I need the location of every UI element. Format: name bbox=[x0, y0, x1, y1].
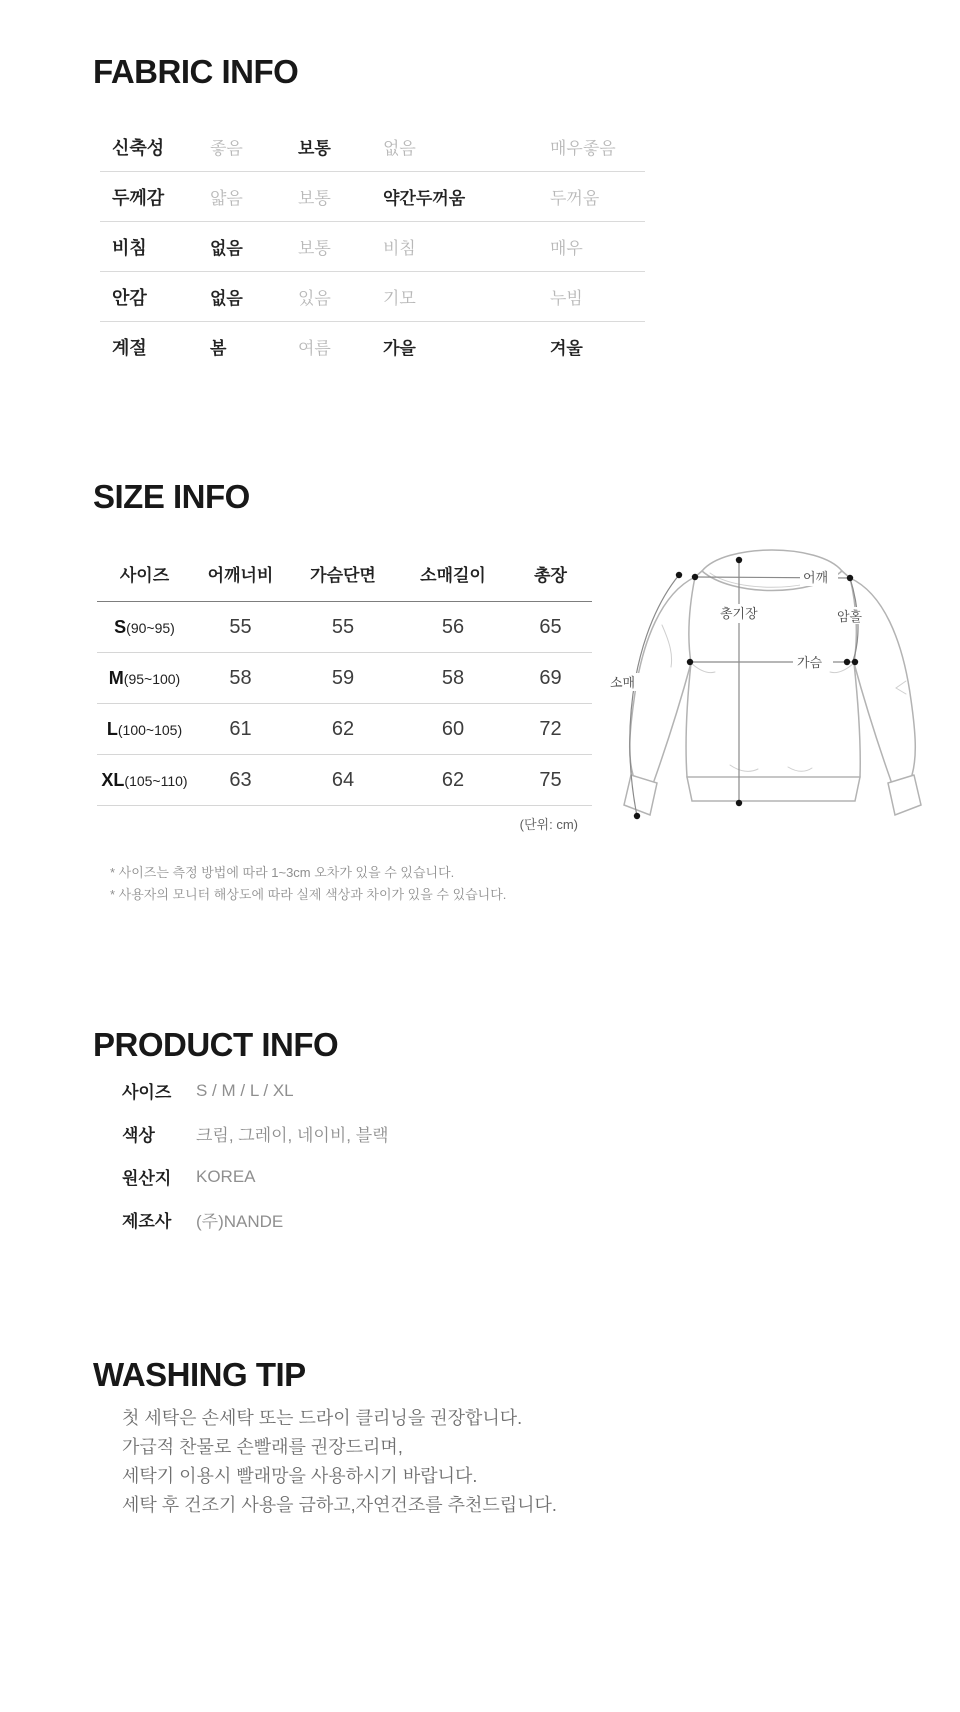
product-row-value: KOREA bbox=[196, 1166, 256, 1186]
fabric-option: 약간두꺼움 bbox=[383, 189, 466, 208]
fabric-option: 기모 bbox=[383, 289, 416, 308]
product-row-value: S / M / L / XL bbox=[196, 1080, 294, 1100]
fabric-option: 있음 bbox=[298, 289, 331, 308]
fabric-row-label: 비침 bbox=[112, 237, 147, 258]
fabric-option: 없음 bbox=[210, 239, 243, 258]
size-value: 62 bbox=[441, 768, 465, 791]
fabric-option: 여름 bbox=[298, 339, 331, 358]
size-row-s bbox=[97, 602, 592, 653]
washing-line: 가급적 찬물로 손빨래를 권장드리며, bbox=[122, 1437, 403, 1457]
fabric-option: 봄 bbox=[210, 339, 227, 358]
fabric-option: 매우 bbox=[550, 239, 583, 258]
size-value: 60 bbox=[441, 717, 465, 740]
size-info-title: SIZE INFO bbox=[93, 478, 250, 516]
size-table bbox=[97, 545, 592, 833]
product-row-color bbox=[122, 1112, 389, 1155]
size-row-m bbox=[97, 653, 592, 704]
note-line: * 사용자의 모니터 해상도에 따라 실제 색상과 차이가 있을 수 있습니다. bbox=[110, 887, 507, 902]
washing-tip-title: WASHING TIP bbox=[93, 1356, 306, 1394]
fabric-row-label: 두께감 bbox=[112, 187, 165, 208]
size-range: (105~110) bbox=[124, 772, 188, 789]
product-row-label: 색상 bbox=[122, 1126, 155, 1145]
size-row-xl bbox=[97, 755, 592, 806]
size-col-header: 총장 bbox=[534, 565, 567, 585]
sleeve-label: 소매 bbox=[610, 675, 636, 690]
size-col-header: 가슴단면 bbox=[310, 565, 376, 585]
armhole-label: 암홀 bbox=[837, 609, 863, 624]
fabric-row-lining bbox=[100, 272, 645, 322]
size-letter: S bbox=[114, 616, 127, 637]
fabric-option: 가을 bbox=[383, 339, 416, 358]
fabric-row-label: 안감 bbox=[112, 287, 147, 308]
fabric-option: 겨울 bbox=[550, 339, 583, 358]
chest-label: 가슴 bbox=[797, 655, 823, 670]
fabric-option: 매우좋음 bbox=[550, 139, 616, 158]
product-info-list bbox=[122, 1069, 389, 1241]
shoulder-label: 어깨 bbox=[803, 570, 829, 585]
size-row-l bbox=[97, 704, 592, 755]
fabric-option: 보통 bbox=[298, 239, 331, 258]
fabric-info-table bbox=[100, 122, 645, 371]
size-row-label bbox=[97, 769, 192, 792]
size-row-label bbox=[97, 667, 192, 690]
product-row-value: 크림, 그레이, 네이비, 블랙 bbox=[196, 1126, 389, 1145]
size-range: (95~100) bbox=[123, 670, 181, 687]
size-row-label bbox=[97, 718, 192, 741]
size-value: 55 bbox=[331, 615, 355, 638]
product-row-label: 제조사 bbox=[122, 1212, 172, 1231]
sweatshirt-measurement-diagram bbox=[550, 485, 960, 830]
size-value: 56 bbox=[441, 615, 465, 638]
size-value: 69 bbox=[539, 666, 562, 689]
fabric-option: 보통 bbox=[298, 139, 331, 158]
size-disclaimer bbox=[110, 862, 506, 906]
size-range: (90~95) bbox=[126, 619, 175, 636]
fabric-option: 좋음 bbox=[210, 139, 243, 158]
fabric-row-season bbox=[100, 322, 645, 371]
washing-line: 첫 세탁은 손세탁 또는 드라이 클리닝을 권장합니다. bbox=[122, 1408, 523, 1428]
size-value: 61 bbox=[229, 717, 252, 740]
size-value: 63 bbox=[229, 768, 252, 791]
product-row-origin bbox=[122, 1155, 389, 1198]
note-line: * 사이즈는 측정 방법에 따라 1~3cm 오차가 있을 수 있습니다. bbox=[110, 865, 455, 880]
size-letter: XL bbox=[101, 769, 125, 790]
unit-note: (단위: cm) bbox=[519, 817, 578, 832]
fabric-option: 누빔 bbox=[550, 289, 583, 308]
size-value: 58 bbox=[229, 666, 252, 689]
size-value: 62 bbox=[331, 717, 355, 740]
fabric-row-label: 신축성 bbox=[112, 137, 165, 158]
fabric-option: 두꺼움 bbox=[550, 189, 600, 208]
size-range: (100~105) bbox=[117, 721, 183, 738]
size-letter: L bbox=[106, 718, 118, 739]
product-row-label: 사이즈 bbox=[122, 1083, 172, 1102]
fabric-info-title: FABRIC INFO bbox=[93, 53, 299, 91]
size-table-header bbox=[97, 545, 592, 602]
fabric-row-stretch bbox=[100, 122, 645, 172]
size-value: 65 bbox=[539, 615, 562, 638]
size-col-header: 사이즈 bbox=[119, 565, 170, 585]
size-value: 58 bbox=[441, 666, 465, 689]
fabric-option: 얇음 bbox=[210, 189, 243, 208]
size-col-header: 어깨너비 bbox=[207, 565, 274, 585]
product-info-title: PRODUCT INFO bbox=[93, 1026, 339, 1064]
fabric-row-sheerness bbox=[100, 222, 645, 272]
size-letter: M bbox=[108, 667, 124, 688]
fabric-row-thickness bbox=[100, 172, 645, 222]
size-col-header: 소매길이 bbox=[420, 565, 486, 585]
product-row-value: (주)NANDE bbox=[196, 1212, 284, 1231]
product-row-manufacturer bbox=[122, 1198, 389, 1241]
washing-instructions bbox=[122, 1404, 557, 1520]
size-value: 59 bbox=[331, 666, 355, 689]
washing-line: 세탁 후 건조기 사용을 금하고,자연건조를 추천드립니다. bbox=[122, 1495, 557, 1515]
fabric-option: 없음 bbox=[210, 289, 243, 308]
size-value: 64 bbox=[331, 768, 355, 791]
fabric-option: 없음 bbox=[383, 139, 416, 158]
total-length-label: 총기장 bbox=[720, 606, 758, 621]
product-row-label: 원산지 bbox=[122, 1169, 172, 1188]
product-row-size bbox=[122, 1069, 389, 1112]
size-value: 55 bbox=[229, 615, 252, 638]
size-row-label bbox=[97, 616, 192, 639]
fabric-option: 보통 bbox=[298, 189, 331, 208]
fabric-row-label: 계절 bbox=[112, 337, 147, 358]
size-value: 75 bbox=[539, 768, 562, 791]
washing-line: 세탁기 이용시 빨래망을 사용하시기 바랍니다. bbox=[122, 1466, 478, 1486]
size-value: 72 bbox=[539, 717, 562, 740]
fabric-option: 비침 bbox=[383, 239, 416, 258]
